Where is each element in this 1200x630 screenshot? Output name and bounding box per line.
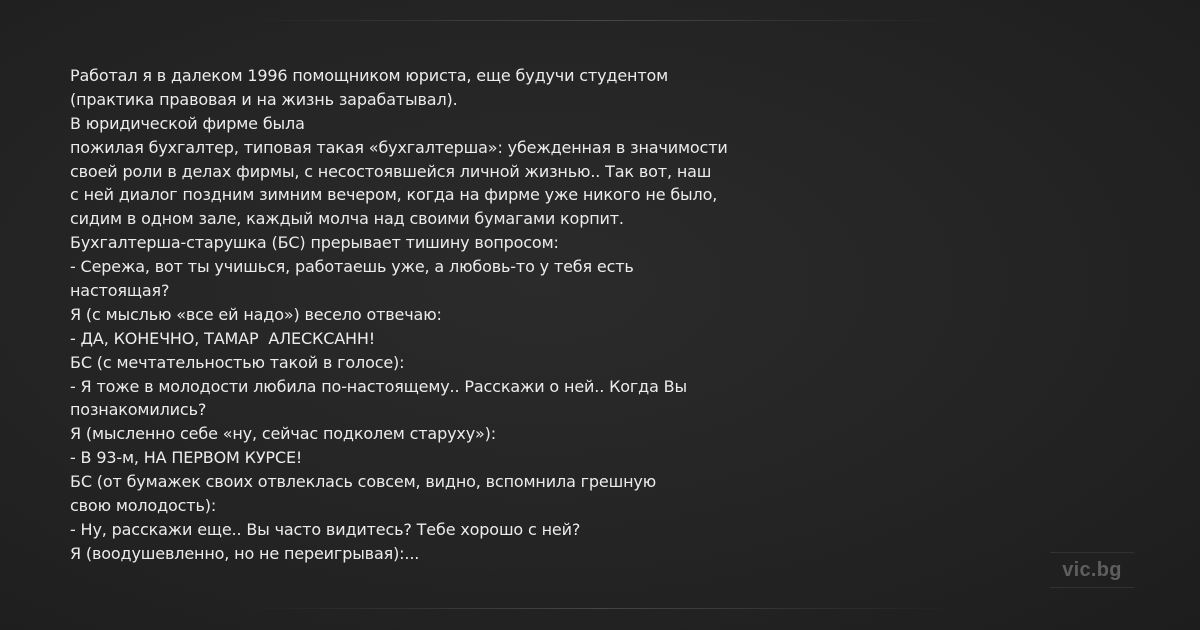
story-line: познакомились? (70, 400, 207, 420)
bottom-divider (240, 608, 960, 609)
story-line: пожилая бухгалтер, типовая такая «бухгалтерша»: убежденная в значимости (70, 137, 728, 157)
story-line: своей роли в делах фирмы, с несостоявшейся личной жизнью.. Так вот, наш (70, 161, 712, 181)
story-line: БС (от бумажек своих отвлеклась совсем, видно, вспомнила грешную (70, 472, 657, 492)
story-line: настоящая? (70, 281, 170, 301)
top-divider (240, 20, 960, 21)
story-line: Я (с мыслью «все ей надо») весело отвечаю: (70, 304, 442, 324)
story-text-block (70, 64, 830, 566)
story-line: - Я тоже в молодости любила по-настоящему.. Расскажи о ней.. Когда Вы (70, 376, 687, 396)
story-line: сидим в одном зале, каждый молча над своими бумагами корпит. (70, 209, 624, 229)
story-line: - ДА, КОНЕЧНО, ТАМАР АЛЕСКСАНН! (70, 328, 376, 348)
story-line: В юридической фирме была (70, 113, 305, 133)
story-line: - В 93-м, НА ПЕРВОМ КУРСЕ! (70, 448, 303, 468)
story-line: - Ну, расскажи еще.. Вы часто видитесь? Тебе хорошо с ней? (70, 519, 581, 539)
site-watermark (1050, 552, 1134, 588)
story-line: Я (воодушевленно, но не переигрывая):... (70, 543, 420, 563)
story-line: (практика правовая и на жизнь зарабатывал). (70, 89, 458, 109)
story-line: свою молодость): (70, 496, 217, 516)
story-line: Работал я в далеком 1996 помощником юриста, еще будучи студентом (70, 66, 669, 85)
story-line: БС (с мечтательностью такой в голосе): (70, 352, 405, 372)
story-line: Бухгалтерша-старушка (БС) прерывает тишину вопросом: (70, 233, 559, 253)
story-line: с ней диалог поздним зимним вечером, когда на фирме уже никого не было, (70, 185, 718, 205)
story-line: - Сережа, вот ты учишься, работаешь уже, а любовь-то у тебя есть (70, 257, 634, 277)
watermark-text: vic.bg (1062, 558, 1122, 581)
story-line: Я (мысленно себе «ну, сейчас подколем старуху»): (70, 424, 497, 444)
